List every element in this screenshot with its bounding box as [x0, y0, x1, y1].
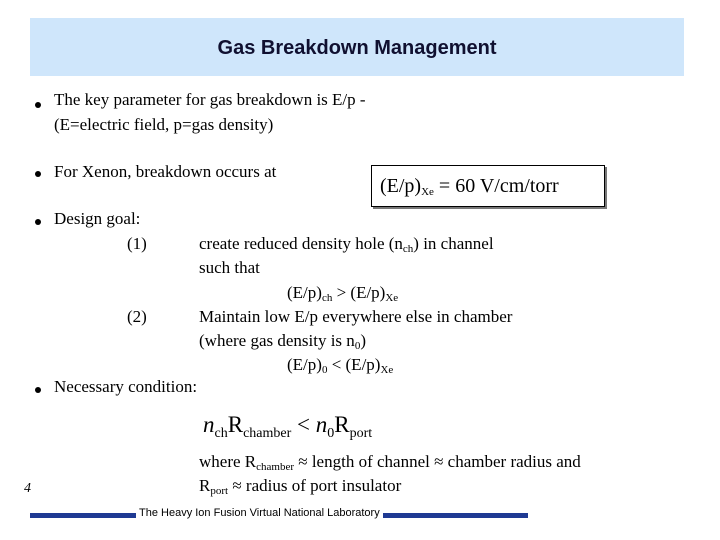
goal-item2-condition: $(E/p)_0 < (E/p)_{Xe}$	[287, 355, 394, 376]
bullet-icon	[35, 219, 41, 225]
lab-logo	[596, 503, 650, 525]
goal-item1-line1: create reduced density hole $(n_{ch})$ in channel	[199, 234, 494, 255]
goal-item1-number: (1)	[127, 234, 147, 253]
xenon-breakdown-box	[371, 165, 605, 207]
bullet-icon	[35, 387, 41, 393]
where-line1: where $R_{chamber}$ ≈ length of channel ≈ chamber radius and	[199, 452, 581, 473]
bullet-icon	[35, 171, 41, 177]
bullet-icon	[35, 102, 41, 108]
lab-logo	[655, 503, 709, 525]
lab-logo	[533, 503, 587, 525]
goal-item2-line1: Maintain low E/p everywhere else in chamber	[199, 307, 513, 326]
xenon-breakdown-value: $(E/p)_{Xe} = 60$ V/cm/torr	[380, 175, 559, 198]
design-goal-heading: Design goal:	[54, 209, 141, 228]
footer-lab-name: The Heavy Ion Fusion Virtual National Laboratory	[136, 507, 383, 519]
slide-title: Gas Breakdown Management	[217, 37, 497, 59]
goal-item2-line2: (where gas density is $n_0$)	[199, 331, 366, 352]
necessary-condition-equation: $n_{ch}R_{chamber} < n_0R_{port}$	[203, 412, 373, 441]
necessary-condition-label: Necessary condition:	[54, 377, 198, 396]
goal-item1-condition: $(E/p)_{ch} > (E/p)_{Xe}$	[287, 283, 399, 304]
goal-item1-line2: such that	[199, 258, 260, 277]
goal-item2-number: (2)	[127, 307, 147, 326]
bullet1-line1: The key parameter for gas breakdown is E/p -	[54, 90, 366, 109]
where-line2: $R_{port}$ ≈ radius of port insulator	[199, 476, 402, 497]
bullet1-line2: (E=electric field, p=gas density)	[54, 115, 274, 134]
slide-number: 4	[24, 481, 31, 496]
bullet2-text: For Xenon, breakdown occurs at	[54, 162, 277, 181]
title-bar	[30, 18, 684, 76]
